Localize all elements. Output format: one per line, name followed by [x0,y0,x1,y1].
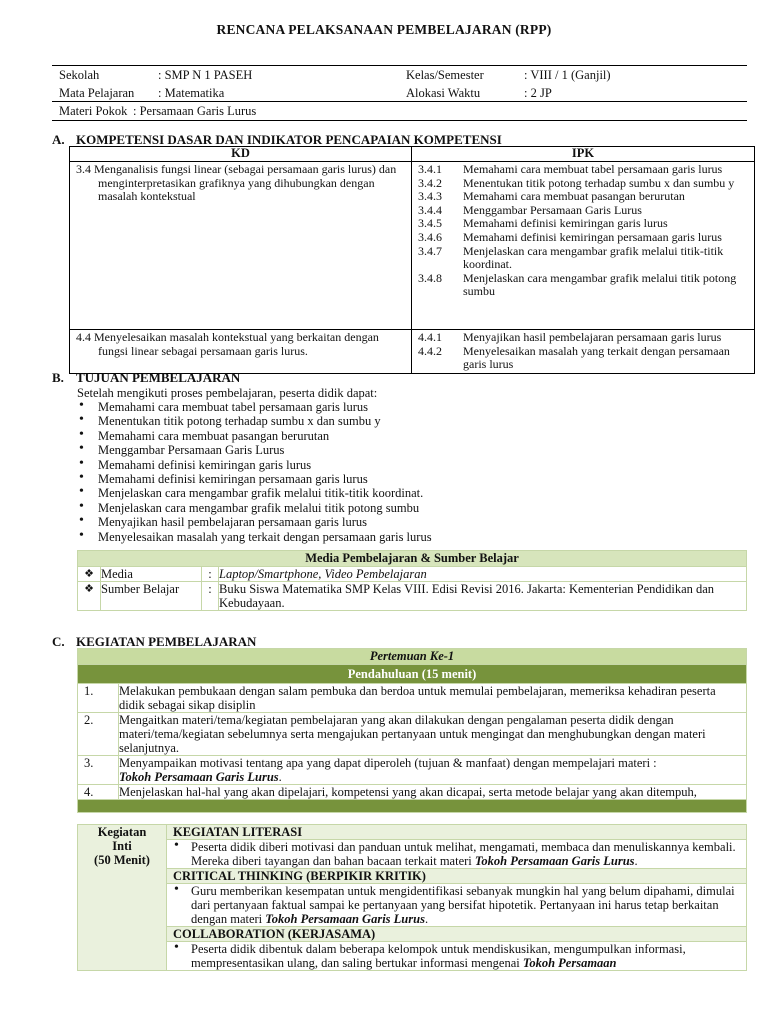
class-label: Kelas/Semester [406,68,484,82]
intro-step-row [78,785,747,800]
step-text-cell [119,785,747,800]
critical-text: Guru memberikan kesempatan untuk mengidentifikasi sebanyak mungkin hal yang belum dipahami, dimulai dari pertanyaan faktual sampai ke pertanyaan yang bersifat hipotetik. Pertanyaan ini harus tetap berkaitan dengan materi [191,884,735,926]
objective-item: • Menjelaskan cara mengambar grafik melalui titik potong sumbu [77,501,432,515]
media-header: Media Pembelajaran & Sumber Belajar [78,551,747,567]
step-emphasis: Tokoh Persamaan Garis Lurus [119,770,279,784]
source-label: Sumber Belajar [101,582,202,611]
ipk-list [418,163,750,299]
critical-item [167,884,747,927]
ipk-number: 4.4.2 [418,343,442,358]
collab-item [167,942,747,971]
ipk-item [418,345,750,372]
literacy-title: KEGIATAN LITERASI [167,825,747,840]
step-text-cell [119,713,747,756]
objective-item: • Menjelaskan cara mengambar grafik melalui titik-titik koordinat. [77,486,432,500]
colon: : [202,582,219,611]
ipk-number: 3.4.1 [418,162,442,176]
ipk-text: Menyelesaikan masalah yang terkait dengan persamaan garis lurus [463,343,730,372]
ipk-number: 3.4.5 [418,216,442,231]
ipk-item [418,331,750,345]
objective-item: • Menentukan titik potong terhadap sumbu x dan sumbu y [77,414,432,428]
objective-item: • Memahami cara membuat pasangan berurutan [77,429,432,443]
identity-row [52,66,747,84]
step-tail: . [278,770,282,784]
identity-table [52,65,747,121]
step-text: Melakukan pembukaan dengan salam pembuka dan berdoa untuk memulai pembelajaran, memeriksa kehadiran peserta didik sebagai sikap disiplin [119,684,716,712]
objective-item: • Menggambar Persamaan Garis Lurus [77,443,432,457]
ipk-cell [412,162,755,330]
kd-ipk-table [69,146,755,374]
ipk-cell [412,330,755,374]
source-value: Buku Siswa Matematika SMP Kelas VIII. Edisi Revisi 2016. Jakarta: Kementerian Pendidikan dan Kebudayaan. [219,582,747,611]
ipk-number: 3.4.7 [418,243,442,258]
core-label-line: (50 Menit) [94,853,150,867]
ipk-text: Memahami definisi kemiringan garis lurus [463,216,668,231]
literacy-text: Peserta didik diberi motivasi dan panduan untuk melihat, mengamati, membaca dan menuliskannya kembali. Mereka diberi tayangan dan bahan bacaan terkait materi [191,840,736,868]
media-label: Media [101,567,202,582]
ipk-text: Menjelaskan cara mengambar grafik melalui titik-titik koordinat. [463,243,724,272]
objectives-list [77,400,432,544]
objective-item: • Memahami cara membuat tabel persamaan garis lurus [77,400,432,414]
colon: : [202,567,219,582]
meeting-title: Pertemuan Ke-1 [78,649,747,665]
core-label-line: Kegiatan [97,825,147,839]
topic-label: Materi Pokok [59,104,128,118]
ipk-number: 3.4.4 [418,202,442,217]
ipk-text: Memahami cara membuat pasangan berurutan [463,189,685,204]
step-number: 3. [78,756,119,785]
step-number: 1. [78,684,119,713]
ipk-item [418,190,750,204]
kd-text: 4.4 Menyelesaikan masalah kontekstual yang berkaitan dengan fungsi linear sebagai persamaan garis lurus. [76,330,379,358]
document-title: RENCANA PELAKSANAAN PEMBELAJARAN (RPP) [216,22,552,37]
collab-title: COLLABORATION (KERJASAMA) [167,927,747,942]
literacy-tail: . [634,854,638,868]
collab-emphasis: Tokoh Persamaan [522,956,617,970]
section-letter: B. [52,370,64,385]
ipk-header: IPK [412,147,755,162]
ipk-number: 3.4.8 [418,270,442,285]
identity-row [52,101,747,120]
ipk-number: 3.4.2 [418,175,442,190]
identity-row [52,84,747,102]
section-title: KEGIATAN PEMBELAJARAN [76,634,257,649]
step-text-cell [119,756,747,785]
topic-value: : Persamaan Garis Lurus [133,104,257,118]
core-phase-label [78,825,167,971]
ipk-text: Menyajikan hasil pembelajaran persamaan garis lurus [463,330,722,344]
ipk-item [418,217,750,231]
diamond-bullet-icon: ❖ [78,567,101,582]
ipk-number: 4.4.1 [418,330,442,344]
section-letter: A. [52,132,65,147]
ipk-number: 3.4.3 [418,189,442,204]
critical-title: CRITICAL THINKING (BERPIKIR KRITIK) [167,869,747,884]
intro-step-row [78,756,747,785]
ipk-item [418,177,750,191]
section-letter: C. [52,634,65,649]
section-title: KOMPETENSI DASAR DAN INDIKATOR PENCAPAIAN KOMPETENSI [76,132,502,147]
step-number: 2. [78,713,119,756]
step-text: Menyampaikan motivasi tentang apa yang dapat diperoleh (tujuan & manfaat) dengan mempelajari materi : [119,756,657,770]
intro-steps [78,684,747,800]
ipk-text: Menjelaskan cara mengambar grafik melalui titik potong sumbu [463,270,737,299]
kd-cell [70,330,412,374]
critical-tail: . [424,912,429,926]
activity-table [77,648,747,813]
ipk-number: 3.4.6 [418,229,442,244]
subject-label: Mata Pelajaran [59,85,135,100]
media-table [77,550,747,611]
kd-header: KD [70,147,412,162]
core-label-line: Inti [112,839,132,853]
step-text: Menjelaskan hal-hal yang akan dipelajari, kompetensi yang akan dicapai, serta metode belajar yang akan ditempuh, [119,785,697,799]
section-title: TUJUAN PEMBELAJARAN [76,370,241,385]
collab-text: Peserta didik dibentuk dalam beberapa kelompok untuk mendiskusikan, mengumpulkan informasi, mempresentasikan ulang, dan saling bertukar informasi mengenai [191,942,686,970]
step-text: Mengaitkan materi/tema/kegiatan pembelajaran yang akan dilakukan dengan pengalaman peserta didik dengan materi/tema/kegiatan sebelumnya serta mengajukan pertanyaan untuk mengingat dan menghubungkan dengan materi selanjutnya. [119,713,706,755]
ipk-item [418,231,750,245]
section-b-heading [52,370,240,386]
objective-item: • Memahami definisi kemiringan garis lurus [77,458,432,472]
intro-step-row [78,684,747,713]
time-value: : 2 JP [524,85,552,100]
subject-value: : Matematika [158,85,225,100]
objective-item: • Menyajikan hasil pembelajaran persamaan garis lurus [77,515,432,529]
core-activity-table [77,824,747,971]
step-number: 4. [78,785,119,800]
literacy-item [167,840,747,869]
step-text-cell [119,684,747,713]
school-label: Sekolah [59,68,100,82]
media-value: Laptop/Smartphone, Video Pembelajaran [219,567,747,582]
ipk-list [418,331,750,372]
ipk-text: Menentukan titik potong terhadap sumbu x dan sumbu y [463,175,735,190]
ipk-text: Memahami definisi kemiringan persamaan garis lurus [463,229,722,244]
intro-step-row [78,713,747,756]
ipk-item [418,204,750,218]
objective-item: • Memahami definisi kemiringan persamaan garis lurus [77,472,432,486]
critical-emphasis: Tokoh Persamaan Garis Lurus [265,912,425,926]
literacy-emphasis: Tokoh Persamaan Garis Lurus [474,854,635,868]
class-value: : VIII / 1 (Ganjil) [524,68,611,82]
intro-phase-title: Pendahuluan (15 menit) [78,665,747,684]
kd-cell [70,162,412,330]
kd-text: 3.4 Menganalisis fungsi linear (sebagai persamaan garis lurus) dan menginterpretasikan grafiknya yang dihubungkan dengan masalah kontekstual [76,162,397,204]
separator-bar [78,800,747,813]
ipk-text: Memahami cara membuat tabel persamaan garis lurus [463,162,723,176]
ipk-item [418,163,750,177]
ipk-text: Menggambar Persamaan Garis Lurus [463,202,642,217]
ipk-item [418,245,750,272]
objectives-intro: Setelah mengikuti proses pembelajaran, peserta didik dapat: [77,386,378,400]
time-label: Alokasi Waktu [406,85,481,100]
ipk-item [418,272,750,299]
school-value: : SMP N 1 PASEH [158,68,253,82]
diamond-bullet-icon: ❖ [78,582,101,611]
objective-item: • Menyelesaikan masalah yang terkait dengan persamaan garis lurus [77,530,432,544]
